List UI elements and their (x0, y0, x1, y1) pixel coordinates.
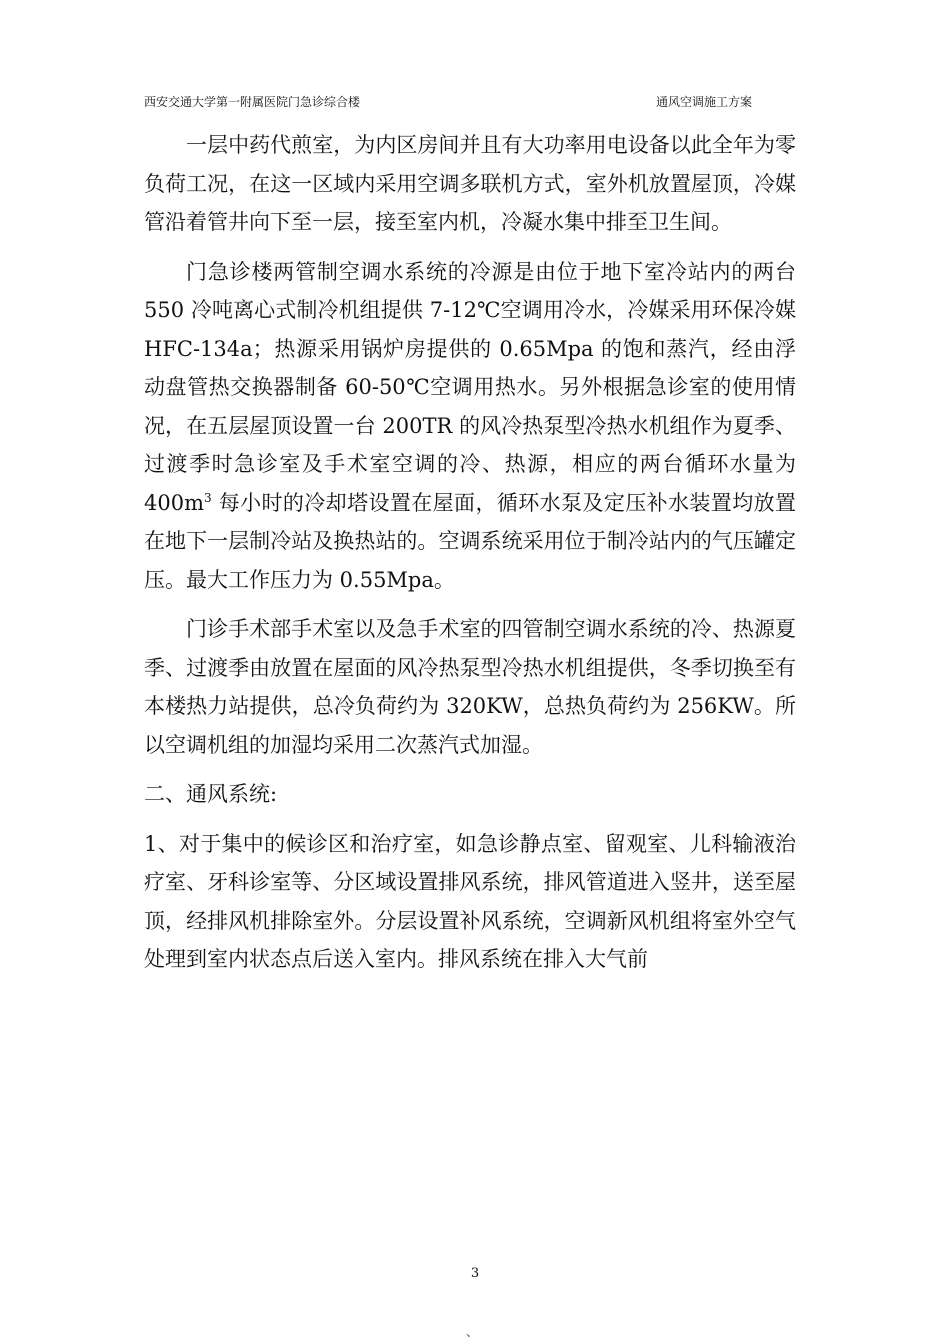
paragraph-ventilation-item-1: 1、对于集中的候诊区和治疗室，如急诊静点室、留观室、儿科输液治疗室、牙科诊室等、分区域设置排风系统，排风管道进入竖井，送至屋顶，经排风机排除室外。分层设置补风系统，空调新风机组将室外空气处理到室内状态点后送入室内。排风系统在排入大气前 (144, 831, 796, 971)
page-number: 3 (470, 1266, 480, 1281)
header-document-title: 通风空调施工方案 (656, 95, 753, 109)
paragraph-kitchen-vrf: 一层中药代煎室，为内区房间并且有大功率用电设备以此全年为零负荷工况，在这一区域内采用空调多联机方式，室外机放置屋顶，冷媒管沿着管井向下至一层，接至室内机，冷凝水集中排至卫生间。 (144, 133, 796, 234)
cubic-superscript: 3 (204, 490, 212, 505)
footer-mark: 、 (466, 1325, 479, 1339)
paragraph-water-system-text-continued: 每小时的冷却塔设置在屋面，循环水泵及定压补水装置均放置在地下一层制冷站及换热站的。空调系统采用位于制冷站内的气压罐定压。最大工作压力为 0.55Mpa。 (144, 490, 796, 592)
paragraph-four-pipe-system: 门诊手术部手术室以及急手术室的四管制空调水系统的冷、热源夏季、过渡季由放置在屋面的风冷热泵型冷热水机组提供，冬季切换至有本楼热力站提供，总冷负荷约为 320KW，总热负荷约为 256KW。所以空调机组的加湿均采用二次蒸汽式加湿。 (144, 617, 796, 757)
page-header (144, 92, 784, 112)
paragraph-water-system-text: 门急诊楼两管制空调水系统的冷源是由位于地下室冷站内的两台 550 冷吨离心式制冷机组提供 7-12℃空调用冷水，冷媒采用环保冷媒 HFC-134a；热源采用锅炉房提供的 0.65Mpa 的饱和蒸汽，经由浮动盘管热交换器制备 60-50℃空调用热水。另外根据急诊室的使用情况，在五层屋顶设置一台 200TR 的风冷热泵型冷热水机组作为夏季、过渡季时急诊室及手术室空调的冷、热源，相应的两台循环水量为 400m (144, 259, 796, 515)
section-heading-ventilation: 二、通风系统: (144, 782, 278, 806)
document-body (144, 126, 796, 990)
paragraph-water-system (144, 253, 796, 600)
header-project-title: 西安交通大学第一附属医院门急诊综合楼 (144, 95, 361, 109)
